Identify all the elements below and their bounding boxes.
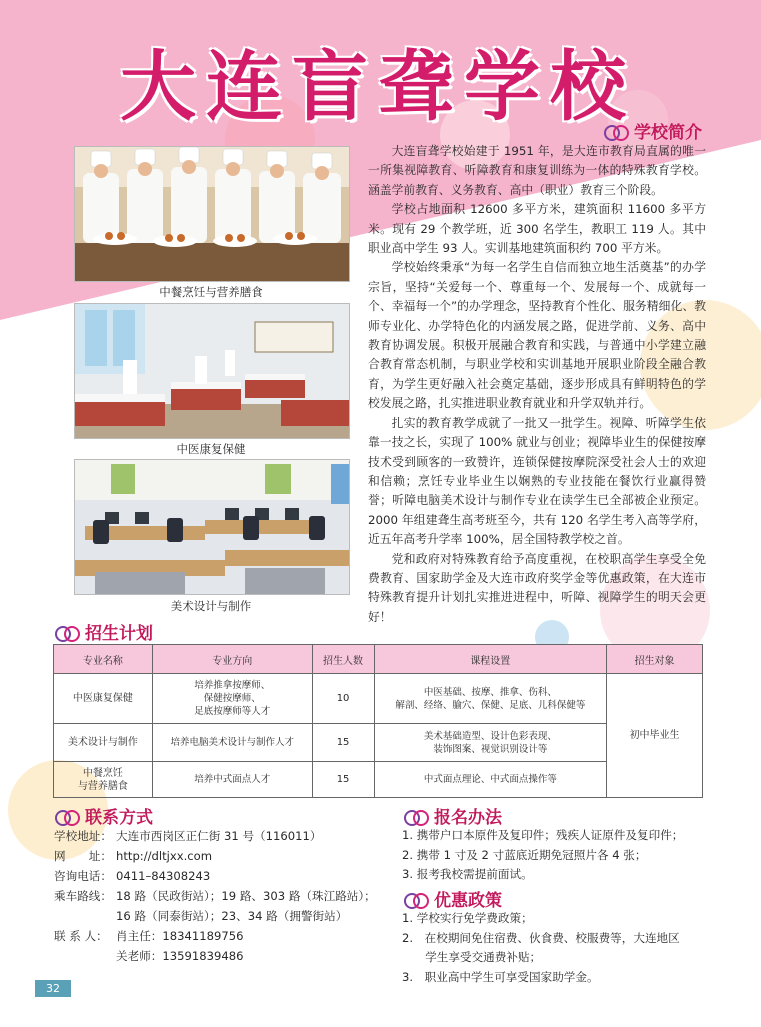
contact-row: 乘车路线： 18 路（民政街站）；19 路、303 路（珠江路站）；: [54, 886, 376, 906]
major-name: 中医康复保健: [54, 674, 153, 724]
column-header: 专业名称: [54, 645, 153, 674]
rings-icon: [404, 891, 430, 907]
column-header: 招生对象: [607, 645, 703, 674]
intro-paragraph: 大连盲聋学校始建于 1951 年，是大连市教育局直属的唯一一所集视障教育、听障教育和康复训练为一体的特殊教育学校。涵盖学前教育、义务教育、高中（职业）教育三个阶段。: [368, 144, 706, 197]
intro-paragraph: 学校始终秉承“为每一名学生自信而独立地生活奠基”的办学宗旨，坚持“关爱每一个、尊重每一个、发展每一个、成就每一个、幸福每一个”的办学理念，坚持教育个性化、服务精细化、教师专业化、办学特色化的内涵发展之路，促进学前、义务、高中教育协调发展。积极开展融合教育和实践，与普通中小学建立融合教育常态机制，与职业学校和实训基地开展职业阶段全融合教育，为学生更好融入社会奠定基础，逐步形成具有鲜明特色的学校发展之路，扎实推进职业教育就业和升学双轨并行。: [368, 260, 706, 411]
bus-routes: 18 路（民政街站）；19 路、303 路（珠江路站）；: [116, 889, 376, 903]
major-direction: 培养中式面点人才: [152, 762, 312, 798]
contact-person: 肖主任：18341189756: [116, 929, 244, 943]
photo-caption: 美术设计与制作: [170, 599, 252, 613]
column-header: 专业方向: [152, 645, 312, 674]
enroll-target: 初中毕业生: [607, 674, 703, 798]
apply-list: [402, 826, 683, 885]
major-name: 美术设计与制作: [54, 724, 153, 762]
photo-caption: 中医康复保健: [176, 442, 246, 456]
major-direction: 培养推拿按摩师、 保健按摩师、 足底按摩师等人才: [152, 674, 312, 724]
major-direction: 培养电脑美术设计与制作人才: [152, 724, 312, 762]
page-number: 32: [35, 980, 71, 997]
photo-caption: 中餐烹饪与营养膳食: [159, 285, 263, 299]
intro-text: [368, 142, 706, 627]
list-item: 2. 携带 1 寸及 2 寸蓝底近期免冠照片各 4 张；: [402, 847, 647, 862]
bus-routes: 16 路（同泰街站）；23、34 路（拥警街站）: [116, 909, 348, 923]
course-list: 中式面点理论、中式面点操作等: [374, 762, 607, 798]
intro-paragraph: 学校占地面积 12600 多平方米，建筑面积 11600 多平方米。现有 29 个教学班，近 300 名学生，教职工 119 人。其中职业高中学生 93 人。实训基地建筑面积约 700 平方米。: [368, 202, 706, 256]
intro-paragraph: 党和政府对特殊教育给予高度重视，在校职高学生享受全免费教育、国家助学金及大连市政府奖学金等优惠政策，在大连市特殊教育提升计划扎实推进进程中，听障、视障学生的明天会更好！: [368, 551, 706, 624]
course-list: 美术基础造型、设计色彩表现、 装饰图案、视觉识别设计等: [374, 724, 607, 762]
course-list: 中医基础、按摩、推拿、伤科、 解剖、经络、腧穴、保健、足底、儿科保健等: [374, 674, 607, 724]
major-name: 中餐烹饪 与营养膳食: [54, 762, 153, 798]
policy-list: [402, 909, 680, 987]
contact-row: 联 系 人： 肖主任：18341189756: [54, 926, 376, 946]
section-heading-apply: 报名办法: [404, 803, 502, 828]
column-header: 课程设置: [374, 645, 607, 674]
column-header: 招生人数: [312, 645, 374, 674]
rings-icon: [604, 123, 630, 139]
rings-icon: [55, 808, 81, 824]
enroll-count: 15: [312, 724, 374, 762]
contact-row: 学校地址： 大连市西岗区正仁街 31 号（116011）: [54, 826, 376, 846]
list-item: 3. 职业高中学生可享受国家助学金。: [402, 969, 599, 984]
contact-row: [54, 946, 376, 966]
contact-row: 网 址： http://dltjxx.com: [54, 846, 376, 866]
enroll-count: 15: [312, 762, 374, 798]
contact-info: [54, 826, 376, 966]
photo-massage-room: [74, 303, 350, 439]
website-link[interactable]: http://dltjxx.com: [116, 849, 213, 863]
list-item: 2. 在校期间免住宿费、伙食费、校服费等，大连地区: [402, 930, 680, 945]
contact-row: 咨询电话： 0411–84308243: [54, 866, 376, 886]
list-item: 学生享受交通费补贴；: [402, 950, 542, 964]
table-row: [54, 674, 703, 724]
table-row: [54, 724, 703, 762]
section-heading-intro: 学校简介: [604, 118, 702, 143]
enroll-count: 10: [312, 674, 374, 724]
page-title: 大连盲聋学校: [120, 42, 636, 131]
list-item: 1. 携带户口本原件及复印件；残疾人证原件及复印件；: [402, 828, 684, 842]
photo-cooking: [74, 146, 350, 282]
list-item: 1. 学校实行免学费政策；: [402, 911, 533, 925]
phone-number: 0411–84308243: [116, 869, 211, 883]
contact-row: [54, 906, 376, 926]
enrollment-table: [53, 644, 703, 798]
photo-computer-class: [74, 459, 350, 595]
rings-icon: [404, 808, 430, 824]
intro-paragraph: 扎实的教育教学成就了一批又一批学生。视障、听障学生依靠一技之长，实现了 100% 就业与创业；视障毕业生的保健按摩技术受到顾客的一致赞许，连锁保健按摩院深受社会人士的欢迎和信赖；烹饪专业毕业生以娴熟的专业技能在餐饮行业赢得赞誉；听障电脑美术设计与制作专业在读学生已全部被企业预定。2000 年组建聋生高考班至今，共有 120 名学生考入高等学府，近五年高考升学率 100%，居全国特教学校之首。: [368, 415, 706, 547]
section-heading-contact: 联系方式: [55, 803, 153, 828]
section-heading-enrollment: 招生计划: [55, 619, 153, 644]
rings-icon: [55, 624, 81, 640]
section-heading-policy: 优惠政策: [404, 886, 502, 911]
table-row: [54, 762, 703, 798]
table-header-row: [54, 645, 703, 674]
contact-person: 关老师：13591839486: [116, 949, 244, 963]
school-address: 大连市西岗区正仁街 31 号（116011）: [116, 829, 322, 843]
list-item: 3. 报考我校需提前面试。: [402, 867, 533, 881]
